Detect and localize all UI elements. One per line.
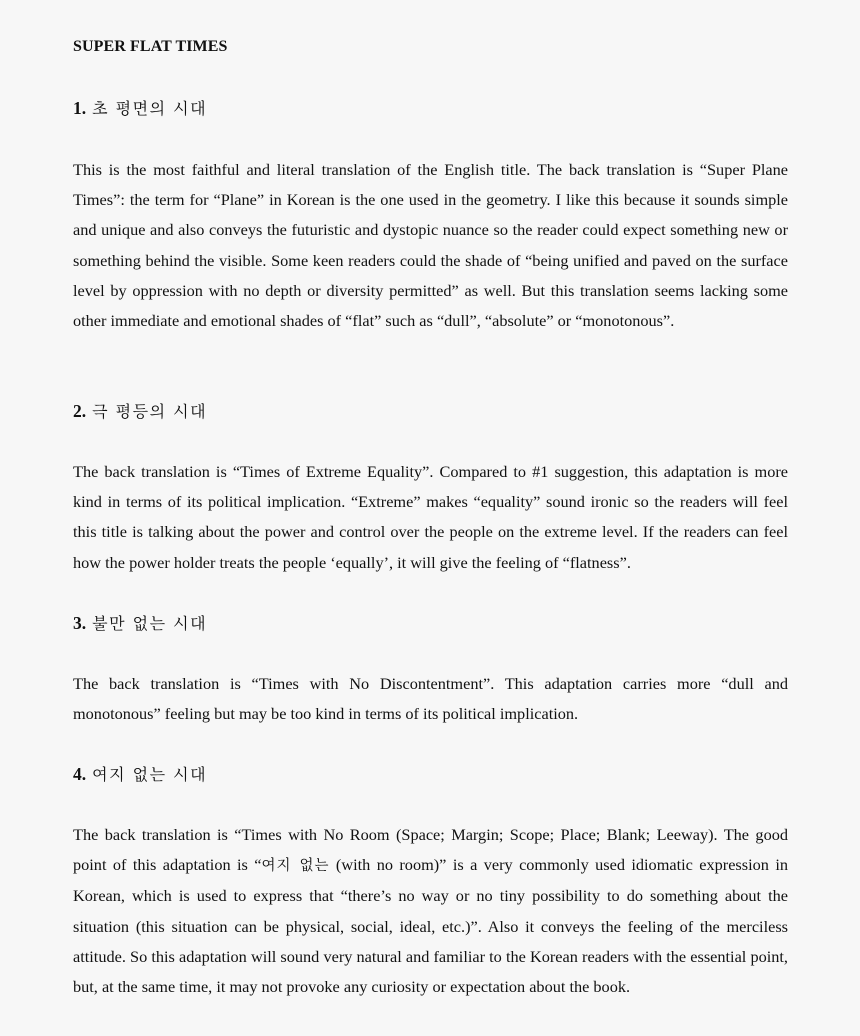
document-title: SUPER FLAT TIMES	[73, 38, 228, 55]
section-3-number: 3.	[73, 613, 87, 633]
section-4-paragraph-part-1: The back translation is “Times with No Room (Space; Margin; Scope; Place; Blank; Leeway). The good point of this adaptation is “	[73, 825, 788, 875]
section-2-paragraph: The back translation is “Times of Extreme Equality”. Compared to #1 suggestion, this adaptation is more kind in terms of its political implication. “Extreme” makes “equality” sound ironic so the readers will feel this title is talking about the power and control over the people on the extreme level. If the readers can feel how the power holder treats the people ‘equally’, it will give the feeling of “flatness”.	[73, 462, 788, 572]
section-2-number: 2.	[73, 401, 87, 421]
section-1-heading	[73, 96, 207, 119]
section-4-paragraph	[73, 820, 788, 1002]
section-4-korean-phrase: 여지 없는	[261, 858, 330, 875]
section-2-heading	[73, 399, 207, 422]
section-1-number: 1.	[73, 98, 87, 118]
section-2-title: 극 평등의 시대	[92, 402, 208, 421]
section-3-paragraph: The back translation is “Times with No Discontentment”. This adaptation carries more “dull and monotonous” feeling but may be too kind in terms of its political implication.	[73, 674, 788, 724]
section-3-title: 불만 없는 시대	[92, 614, 208, 633]
section-1-title: 초 평면의 시대	[92, 99, 208, 118]
section-4-paragraph-part-2: (with no room)” is a very commonly used idiomatic expression in Korean, which is used to express that “there’s no way or no tiny possibility to do something about the situation (this situation can be physical, social, ideal, etc.)”. Also it conveys the feeling of the merciless attitude. So this adaptation will sound very natural and familiar to the Korean readers with the essential point, but, at the same time, it may not provoke any curiosity or expectation about the book.	[73, 855, 788, 997]
section-4-title: 여지 없는 시대	[92, 765, 208, 784]
section-4-number: 4.	[73, 764, 87, 784]
section-1-paragraph: This is the most faithful and literal translation of the English title. The back translation is “Super Plane Times”: the term for “Plane” in Korean is the one used in the geometry. I like this because it sounds simple and unique and also conveys the futuristic and dystopic nuance so the reader could expect something new or something behind the visible. Some keen readers could the shade of “being unified and paved on the surface level by oppression with no depth or diversity permitted” as well. But this translation seems lacking some other immediate and emotional shades of “flat” such as “dull”, “absolute” or “monotonous”.	[73, 160, 788, 331]
section-3-heading	[73, 611, 207, 634]
section-4-heading	[73, 762, 207, 785]
